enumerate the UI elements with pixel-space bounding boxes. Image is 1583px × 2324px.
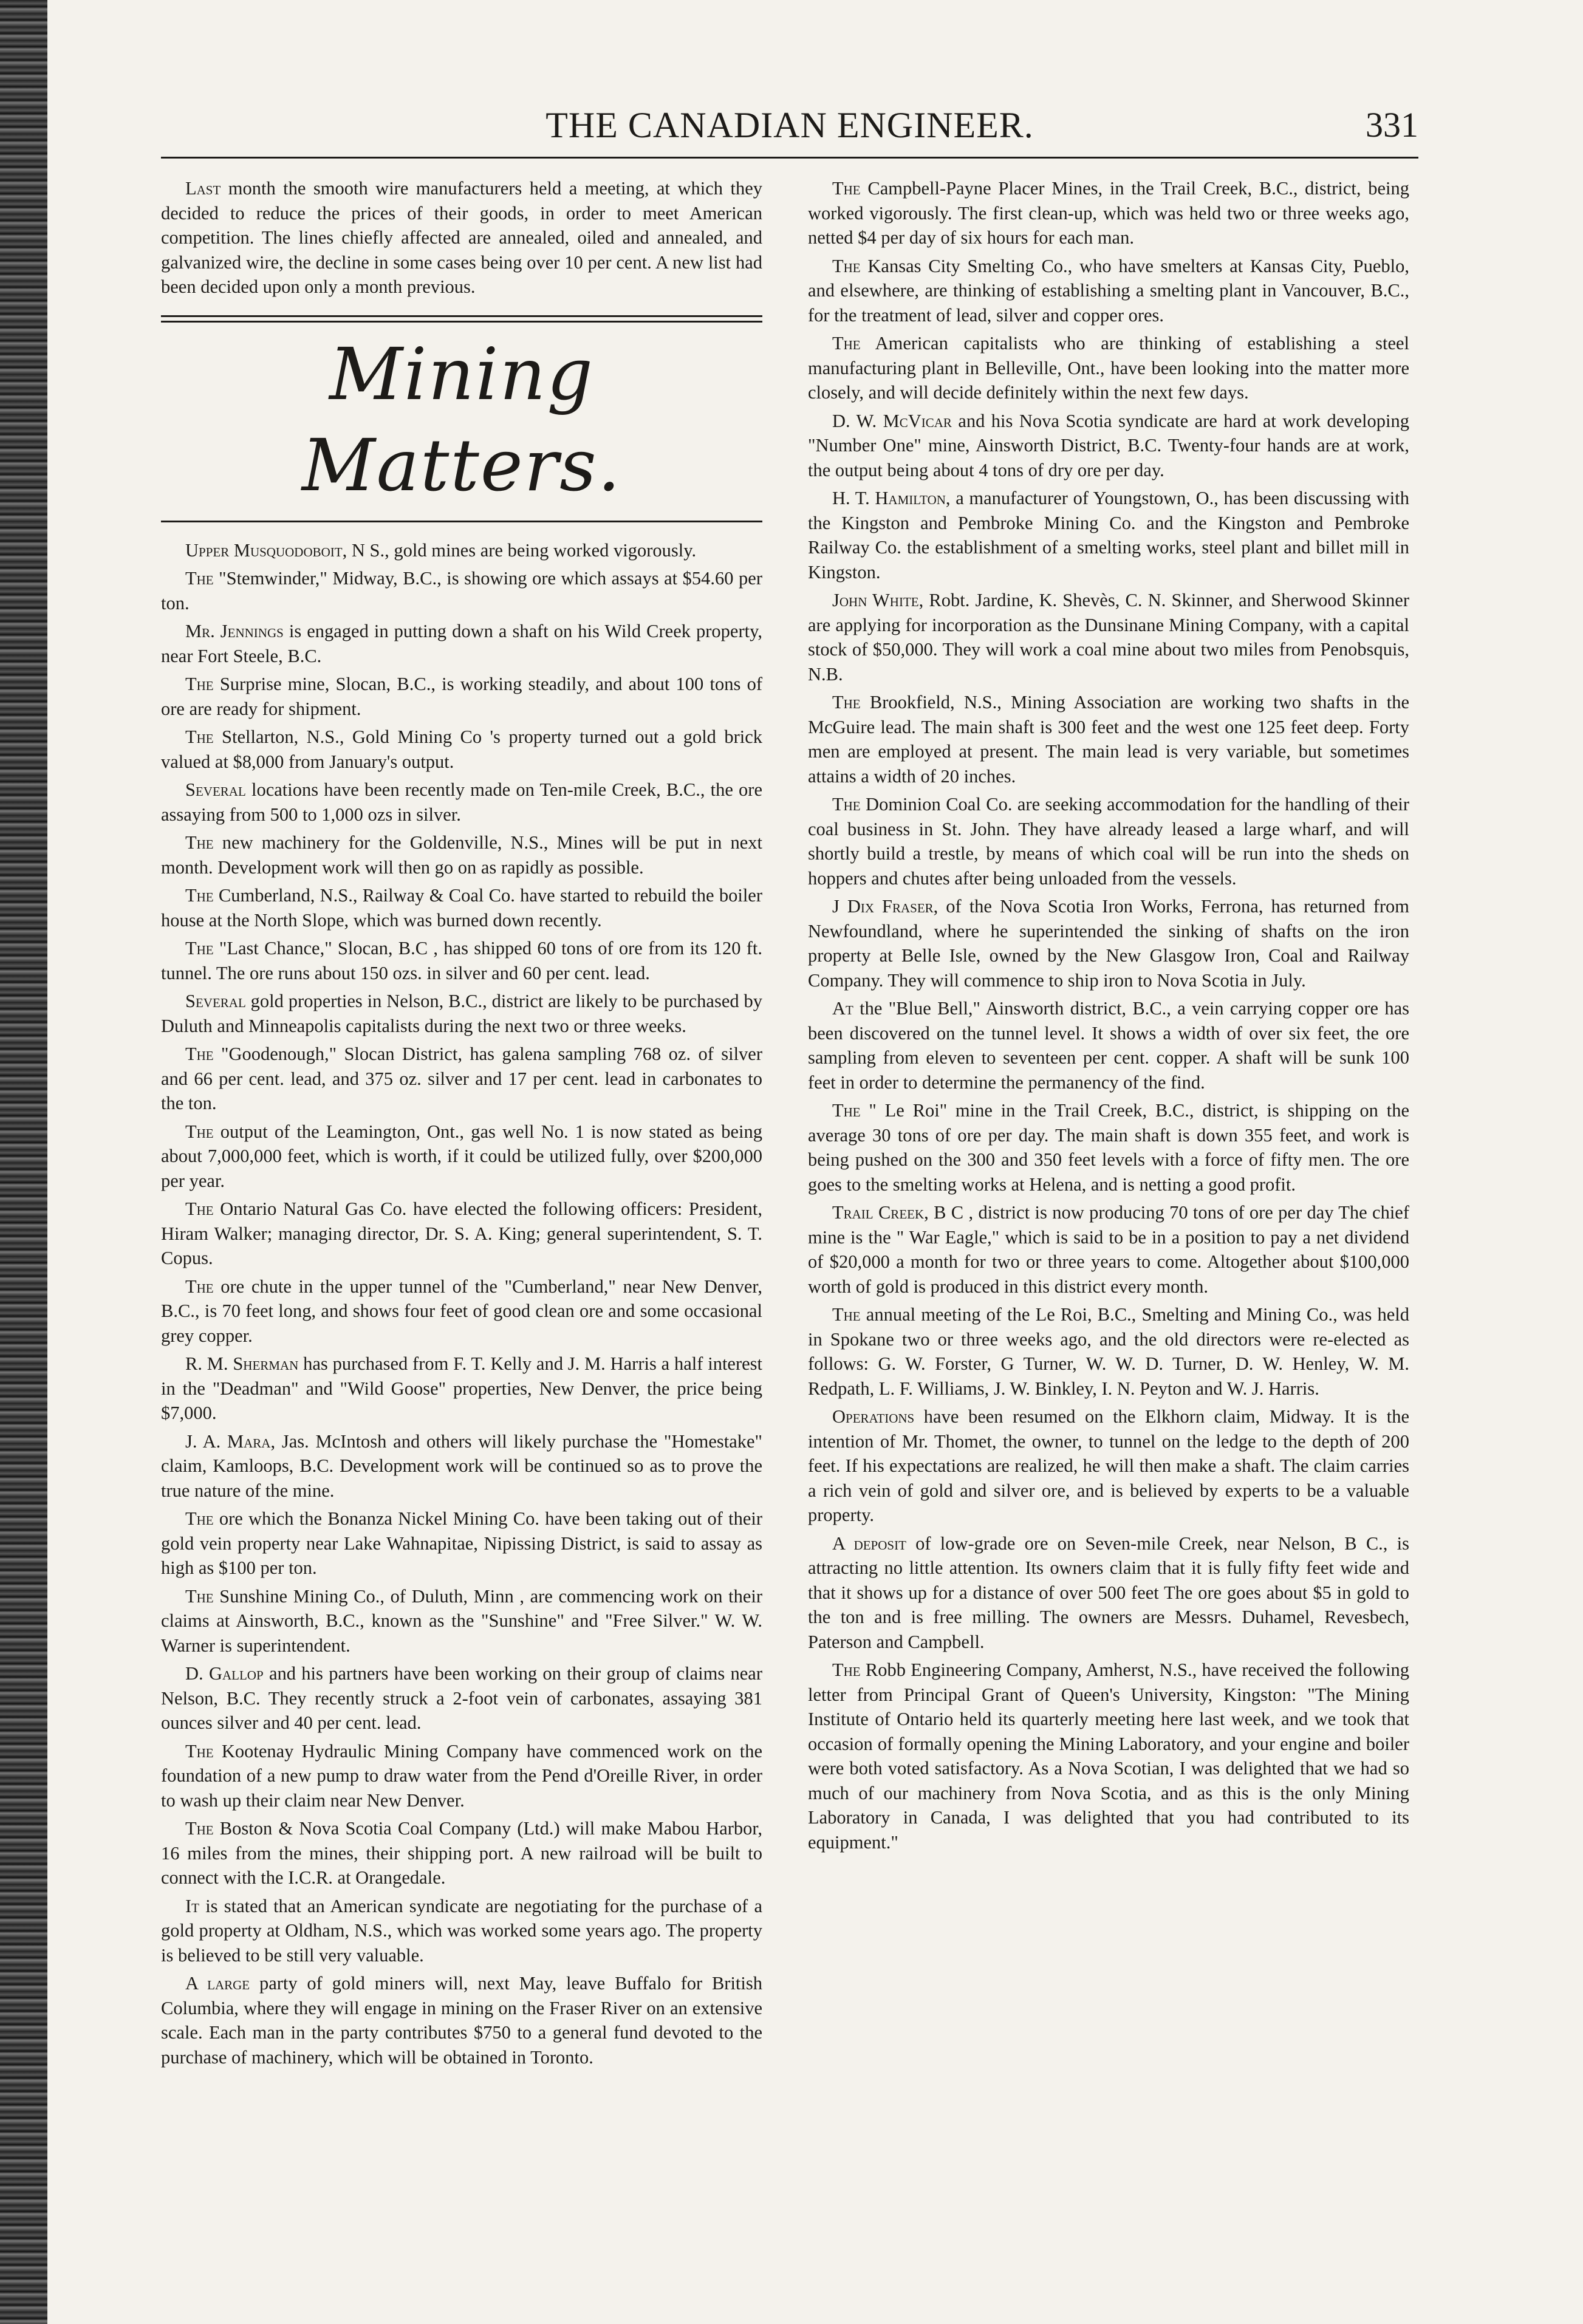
news-item bbox=[808, 1098, 1409, 1197]
news-item-lead: The bbox=[185, 1740, 214, 1762]
news-item-lead: The bbox=[185, 1818, 214, 1839]
news-item bbox=[808, 894, 1409, 993]
news-item-lead: The bbox=[185, 726, 214, 747]
news-item bbox=[808, 409, 1409, 483]
news-item-text: Dominion Coal Co. are seeking accommodation for the handling of their coal business in St. John. They have already leased a large wharf, and will shortly build a trestle, by means of which coal will be run into the sheds on hoppers and chutes after being unloaded from the vessels. bbox=[808, 794, 1409, 889]
news-item-text: and his Nova Scotia syndicate are hard at work developing "Number One" mine, Ainsworth District, B.C. Twenty-four hands are at work, the output being about 4 tons of dry ore per day. bbox=[808, 410, 1409, 480]
news-item-lead: The bbox=[832, 794, 861, 815]
page-number: 331 bbox=[1366, 105, 1418, 145]
news-item-lead: The bbox=[832, 1100, 861, 1121]
news-item bbox=[808, 1302, 1409, 1401]
news-item bbox=[161, 1739, 762, 1813]
news-item bbox=[161, 778, 762, 827]
news-item-text: locations have been recently made on Ten-mile Creek, B.C., the ore assaying from 500 to 1,000 ozs in silver. bbox=[161, 779, 762, 825]
news-item-text: Campbell-Payne Placer Mines, in the Trail Creek, B.C., district, being worked vigorously. The first clean-up, which was held two or three weeks ago, netted $4 per day of six hours for each man. bbox=[808, 178, 1409, 248]
news-item bbox=[161, 1352, 762, 1426]
news-item-lead: John White, bbox=[832, 590, 924, 610]
news-item bbox=[161, 619, 762, 668]
news-item bbox=[808, 588, 1409, 686]
news-item bbox=[161, 1816, 762, 1890]
news-item-text: is engaged in putting down a shaft on his Wild Creek property, near Fort Steele, B.C. bbox=[161, 621, 762, 666]
news-item-lead: D. W. McVicar bbox=[832, 410, 952, 431]
news-item-text: "Last Chance," Slocan, B.C , has shipped 60 tons of ore from its 120 ft. tunnel. The ore runs about 150 ozs. in silver and 60 per cent. lead. bbox=[161, 938, 762, 983]
news-item bbox=[161, 936, 762, 985]
news-item bbox=[808, 486, 1409, 584]
news-item-text: output of the Leamington, Ont., gas well No. 1 is now stated as being about 7,000,000 feet, which is worth, if it could be utilized fully, over $200,000 per year. bbox=[161, 1121, 762, 1191]
news-item bbox=[161, 538, 762, 563]
news-item bbox=[161, 1971, 762, 2069]
news-item bbox=[161, 1119, 762, 1194]
news-item-lead: The bbox=[185, 885, 214, 906]
news-item-text: ore chute in the upper tunnel of the "Cumberland," near New Denver, B.C., is 70 feet long, and shows four feet of good clean ore and some occasional grey copper. bbox=[161, 1276, 762, 1346]
news-item-lead: The bbox=[185, 1121, 214, 1142]
news-item-lead: The bbox=[185, 1198, 214, 1219]
news-item-lead: Several bbox=[185, 779, 246, 800]
news-item-text: "Stemwinder," Midway, B.C., is showing ore which assays at $54.60 per ton. bbox=[161, 568, 762, 613]
news-item bbox=[161, 1042, 762, 1116]
news-item-text: American capitalists who are thinking of establishing a steel manufacturing plant in Belleville, Ont., have been looking into the matter more closely, and will decide definitely within the next few days. bbox=[808, 333, 1409, 403]
news-item-lead: The bbox=[185, 568, 214, 589]
news-item-text: of low-grade ore on Seven-mile Creek, near Nelson, B C., is attracting no little attention. Its owners claim that it is fully fifty feet wide and that it shows up for a distance of over 500 feet The ore goes about $5 in gold to the ton and is free milling. The owners are Messrs. Duhamel, Revesbech, Paterson and Campbell. bbox=[808, 1533, 1409, 1652]
news-item bbox=[161, 1506, 762, 1581]
news-item-text: the "Blue Bell," Ainsworth district, B.C., a vein carrying copper ore has been discovered on the tunnel level. It shows a width of over six feet, the ore sampling from eleven to seventeen per cent. copper. A shaft will be sunk 100 feet in order to determine the permanency of the find. bbox=[808, 998, 1409, 1093]
news-item bbox=[808, 996, 1409, 1095]
news-item-lead: Operations bbox=[832, 1406, 915, 1427]
news-item-lead: The bbox=[185, 1508, 214, 1529]
news-item bbox=[161, 1894, 762, 1968]
news-item-lead: It bbox=[185, 1895, 199, 1916]
news-item bbox=[161, 883, 762, 932]
news-item bbox=[161, 1197, 762, 1271]
news-item bbox=[808, 690, 1409, 788]
news-item bbox=[808, 1531, 1409, 1655]
news-item-text: gold properties in Nelson, B.C., district are likely to be purchased by Duluth and Minneapolis capitalists during the next two or three weeks. bbox=[161, 991, 762, 1036]
news-item-lead: J Dix Fraser, bbox=[832, 896, 939, 917]
right-news-items bbox=[808, 176, 1409, 1854]
news-item-lead: The bbox=[832, 178, 861, 199]
news-item-text: has purchased from F. T. Kelly and J. M. Harris a half interest in the "Deadman" and "Wild Goose" properties, New Denver, the price being $7,000. bbox=[161, 1353, 763, 1423]
news-item-text: party of gold miners will, next May, leave Buffalo for British Columbia, where they will engage in mining on the Fraser River on an extensive scale. Each man in the party contributes $750 to a general fund devoted to the purchase of machinery, which will be obtained in Toronto. bbox=[161, 1973, 762, 2068]
news-item bbox=[808, 331, 1409, 405]
section-title: Mining Matters. bbox=[301, 332, 622, 507]
news-item bbox=[808, 1200, 1409, 1299]
left-news-items bbox=[161, 538, 762, 2070]
news-item-lead: J. A. Mara, bbox=[185, 1430, 276, 1452]
news-item-text: Kansas City Smelting Co., who have smelters at Kansas City, Pueblo, and elsewhere, are thinking of establishing a smelting plant in Vancouver, B.C., for the treatment of lead, silver and copper ores. bbox=[808, 255, 1409, 326]
news-item bbox=[161, 1584, 762, 1658]
news-item-lead: The bbox=[832, 255, 861, 276]
news-item bbox=[808, 254, 1409, 328]
news-item-lead: The bbox=[832, 692, 861, 713]
news-item bbox=[808, 176, 1409, 250]
news-item bbox=[161, 725, 762, 774]
news-item-lead: Several bbox=[185, 991, 246, 1011]
left-column bbox=[161, 176, 762, 2073]
news-item-lead: A deposit bbox=[832, 1533, 906, 1554]
news-item-text: Boston & Nova Scotia Coal Company (Ltd.) will make Mabou Harbor, 16 miles from the mines, their shipping port. A new railroad will be built to connect with the I.C.R. at Orangedale. bbox=[161, 1818, 762, 1888]
news-item bbox=[808, 1404, 1409, 1528]
right-column bbox=[808, 176, 1409, 1858]
news-item-text: B C , district is now producing 70 tons of ore per day The chief mine is the " War Eagle," which is said to be in a position to pay a net dividend of $20,000 a month for two or three years to come. Altogether about $100,000 worth of gold is produced in this district every month. bbox=[808, 1202, 1409, 1297]
news-item bbox=[808, 1658, 1409, 1854]
header-rule bbox=[161, 157, 1418, 159]
news-item-text: Cumberland, N.S., Railway & Coal Co. have started to rebuild the boiler house at the North Slope, which was burned down recently. bbox=[161, 885, 762, 931]
news-item-text: Jas. McIntosh and others will likely purchase the "Homestake" claim, Kamloops, B.C. Development work will be continued so as to prove the true nature of the mine. bbox=[161, 1430, 763, 1501]
news-item-text: Kootenay Hydraulic Mining Company have commenced work on the foundation of a new pump to draw water from the Pend d'Oreille River, in order to wash up their claim near New Denver. bbox=[161, 1740, 762, 1811]
news-item-text: is stated that an American syndicate are negotiating for the purchase of a gold property at Oldham, N.S., which was worked some years ago. The property is believed to be still very valuable. bbox=[161, 1895, 762, 1966]
book-binding-edge bbox=[0, 0, 47, 2324]
news-item-text: N S., gold mines are being worked vigorously. bbox=[347, 539, 697, 561]
page-header bbox=[161, 104, 1418, 153]
news-item-text: ore which the Bonanza Nickel Mining Co. have been taking out of their gold vein property near Lake Wahnapitae, Nipissing District, is said to assay as high as $100 per ton. bbox=[161, 1508, 762, 1578]
news-item-text: new machinery for the Goldenville, N.S., Mines will be put in next month. Development work will then go on as rapidly as possible. bbox=[161, 832, 762, 878]
news-item bbox=[161, 1429, 762, 1503]
news-item-text: Surprise mine, Slocan, B.C., is working steadily, and about 100 tons of ore are ready for shipment. bbox=[161, 674, 762, 719]
news-item bbox=[161, 672, 762, 721]
news-item-text: annual meeting of the Le Roi, B.C., Smelting and Mining Co., was held in Spokane two or three weeks ago, and the old directors were re-elected as follows: G. W. Forster, G Turner, W. W. D. Turner, D. W. Henley, W. M. Redpath, L. F. Williams, J. W. Binkley, I. N. Peyton and W. J. Harris. bbox=[808, 1304, 1409, 1399]
news-item-lead: The bbox=[832, 333, 861, 354]
news-item bbox=[161, 566, 762, 615]
news-item-text: a manufacturer of Youngstown, O., has been discussing with the Kingston and Pembroke Mining Co. and the Kingston and Pembroke Railway Co. the establishment of a smelting works, steel plant and billet mill in Kingston. bbox=[808, 488, 1409, 583]
news-item-lead: Mr. Jennings bbox=[185, 621, 284, 641]
news-item-text: and his partners have been working on their group of claims near Nelson, B.C. They recently struck a 2-foot vein of carbonates, assaying 381 ounces silver and 40 per cent. lead. bbox=[161, 1663, 762, 1733]
news-item-text: Ontario Natural Gas Co. have elected the following officers: President, Hiram Walker; managing director, Dr. S. A. King; general superintendent, S. T. Copus. bbox=[161, 1198, 762, 1268]
intro-lead: Last bbox=[185, 178, 221, 199]
news-item bbox=[161, 989, 762, 1038]
news-item-lead: The bbox=[832, 1659, 861, 1680]
news-item-lead: The bbox=[185, 1585, 214, 1607]
news-item-text: Sunshine Mining Co., of Duluth, Minn , are commencing work on their claims at Ainsworth, B.C., known as the "Sunshine" and "Free Silver." W. W. Warner is superintendent. bbox=[161, 1585, 762, 1656]
section-rule bbox=[161, 521, 762, 522]
news-item-lead: Trail Creek, bbox=[832, 1202, 929, 1223]
news-item bbox=[161, 1661, 762, 1735]
news-item bbox=[161, 1274, 762, 1348]
news-item-lead: The bbox=[185, 674, 214, 694]
news-item-lead: At bbox=[832, 998, 853, 1019]
news-item-lead: The bbox=[185, 1276, 214, 1297]
news-item-text: Robb Engineering Company, Amherst, N.S., have received the following letter from Principal Grant of Queen's University, Kingston: "The Mining Institute of Ontario held its quarterly meeting here last week, and we took that occasion of formally opening the Mining Laboratory, and your engine and boiler were both voted satisfactory. As a Nova Scotian, I was delighted that we had so much of our machinery from Nova Scotia, and as this is the only Mining Laboratory in Canada, I was delighted that you had contributed to its equipment." bbox=[808, 1659, 1409, 1853]
journal-title: THE CANADIAN ENGINEER. bbox=[545, 105, 1034, 145]
news-item-lead: The bbox=[185, 938, 214, 959]
news-item-text: have been resumed on the Elkhorn claim, Midway. It is the intention of Mr. Thomet, the owner, to tunnel on the ledge to the depth of 200 feet. If his expectations are realized, he will then make a shaft. The claim carries a rich vein of gold and silver ore, and is believed by experts to be a valuable property. bbox=[808, 1406, 1409, 1525]
news-item bbox=[161, 830, 762, 880]
news-item-lead: D. Gallop bbox=[185, 1663, 264, 1684]
news-item-text: Stellarton, N.S., Gold Mining Co 's property turned out a gold brick valued at $8,000 from January's output. bbox=[161, 726, 762, 772]
news-item-lead: The bbox=[185, 832, 214, 853]
section-double-rule bbox=[161, 315, 762, 323]
news-item bbox=[808, 792, 1409, 890]
news-item-lead: The bbox=[185, 1044, 214, 1064]
news-item-text: "Goodenough," Slocan District, has galena sampling 768 oz. of silver and 66 per cent. lead, and 375 oz. silver and 17 per cent. lead in carbonates to the ton. bbox=[161, 1044, 762, 1113]
news-item-lead: The bbox=[832, 1304, 861, 1325]
news-item-text: Brookfield, N.S., Mining Association are working two shafts in the McGuire lead. The main shaft is 300 feet and the west one 125 feet deep. Forty men are employed at present. The main lead is very variable, but sometimes attains a width of 20 inches. bbox=[808, 692, 1409, 787]
news-item-lead: H. T. Hamilton, bbox=[832, 488, 951, 508]
news-item-text: " Le Roi" mine in the Trail Creek, B.C., district, is shipping on the average 30 tons of ore per day. The main shaft is down 355 feet, and work is being pushed on the 300 and 350 feet levels with a force of fifty men. The ore goes to the smelting works at Helena, and is netting a good profit. bbox=[808, 1100, 1409, 1195]
intro-paragraph bbox=[161, 176, 762, 299]
news-item-text: Robt. Jardine, K. Shevès, C. N. Skinner, and Sherwood Skinner are applying for incorporation as the Dunsinane Mining Company, with a capital stock of $50,000. They will work a coal mine about two miles from Penobsquis, N.B. bbox=[808, 590, 1409, 685]
intro-text: month the smooth wire manufacturers held a meeting, at which they decided to reduce the prices of their goods, in order to meet American competition. The lines chiefly affected are annealed, oiled and annealed, and galvanized wire, the decline in some cases being over 10 per cent. A new list had been decided upon only a month previous. bbox=[161, 178, 762, 297]
news-item-text: of the Nova Scotia Iron Works, Ferrona, has returned from Newfoundland, where he superintended the sinking of shafts on the iron property at Belle Isle, owned by the New Glasgow Iron, Coal and Railway Company. They will commence to ship iron to Nova Scotia in July. bbox=[808, 896, 1409, 991]
news-item-lead: Upper Musquodoboit, bbox=[185, 539, 347, 561]
news-item-lead: A large bbox=[185, 1973, 250, 1994]
news-item-lead: R. M. Sherman bbox=[185, 1353, 299, 1374]
